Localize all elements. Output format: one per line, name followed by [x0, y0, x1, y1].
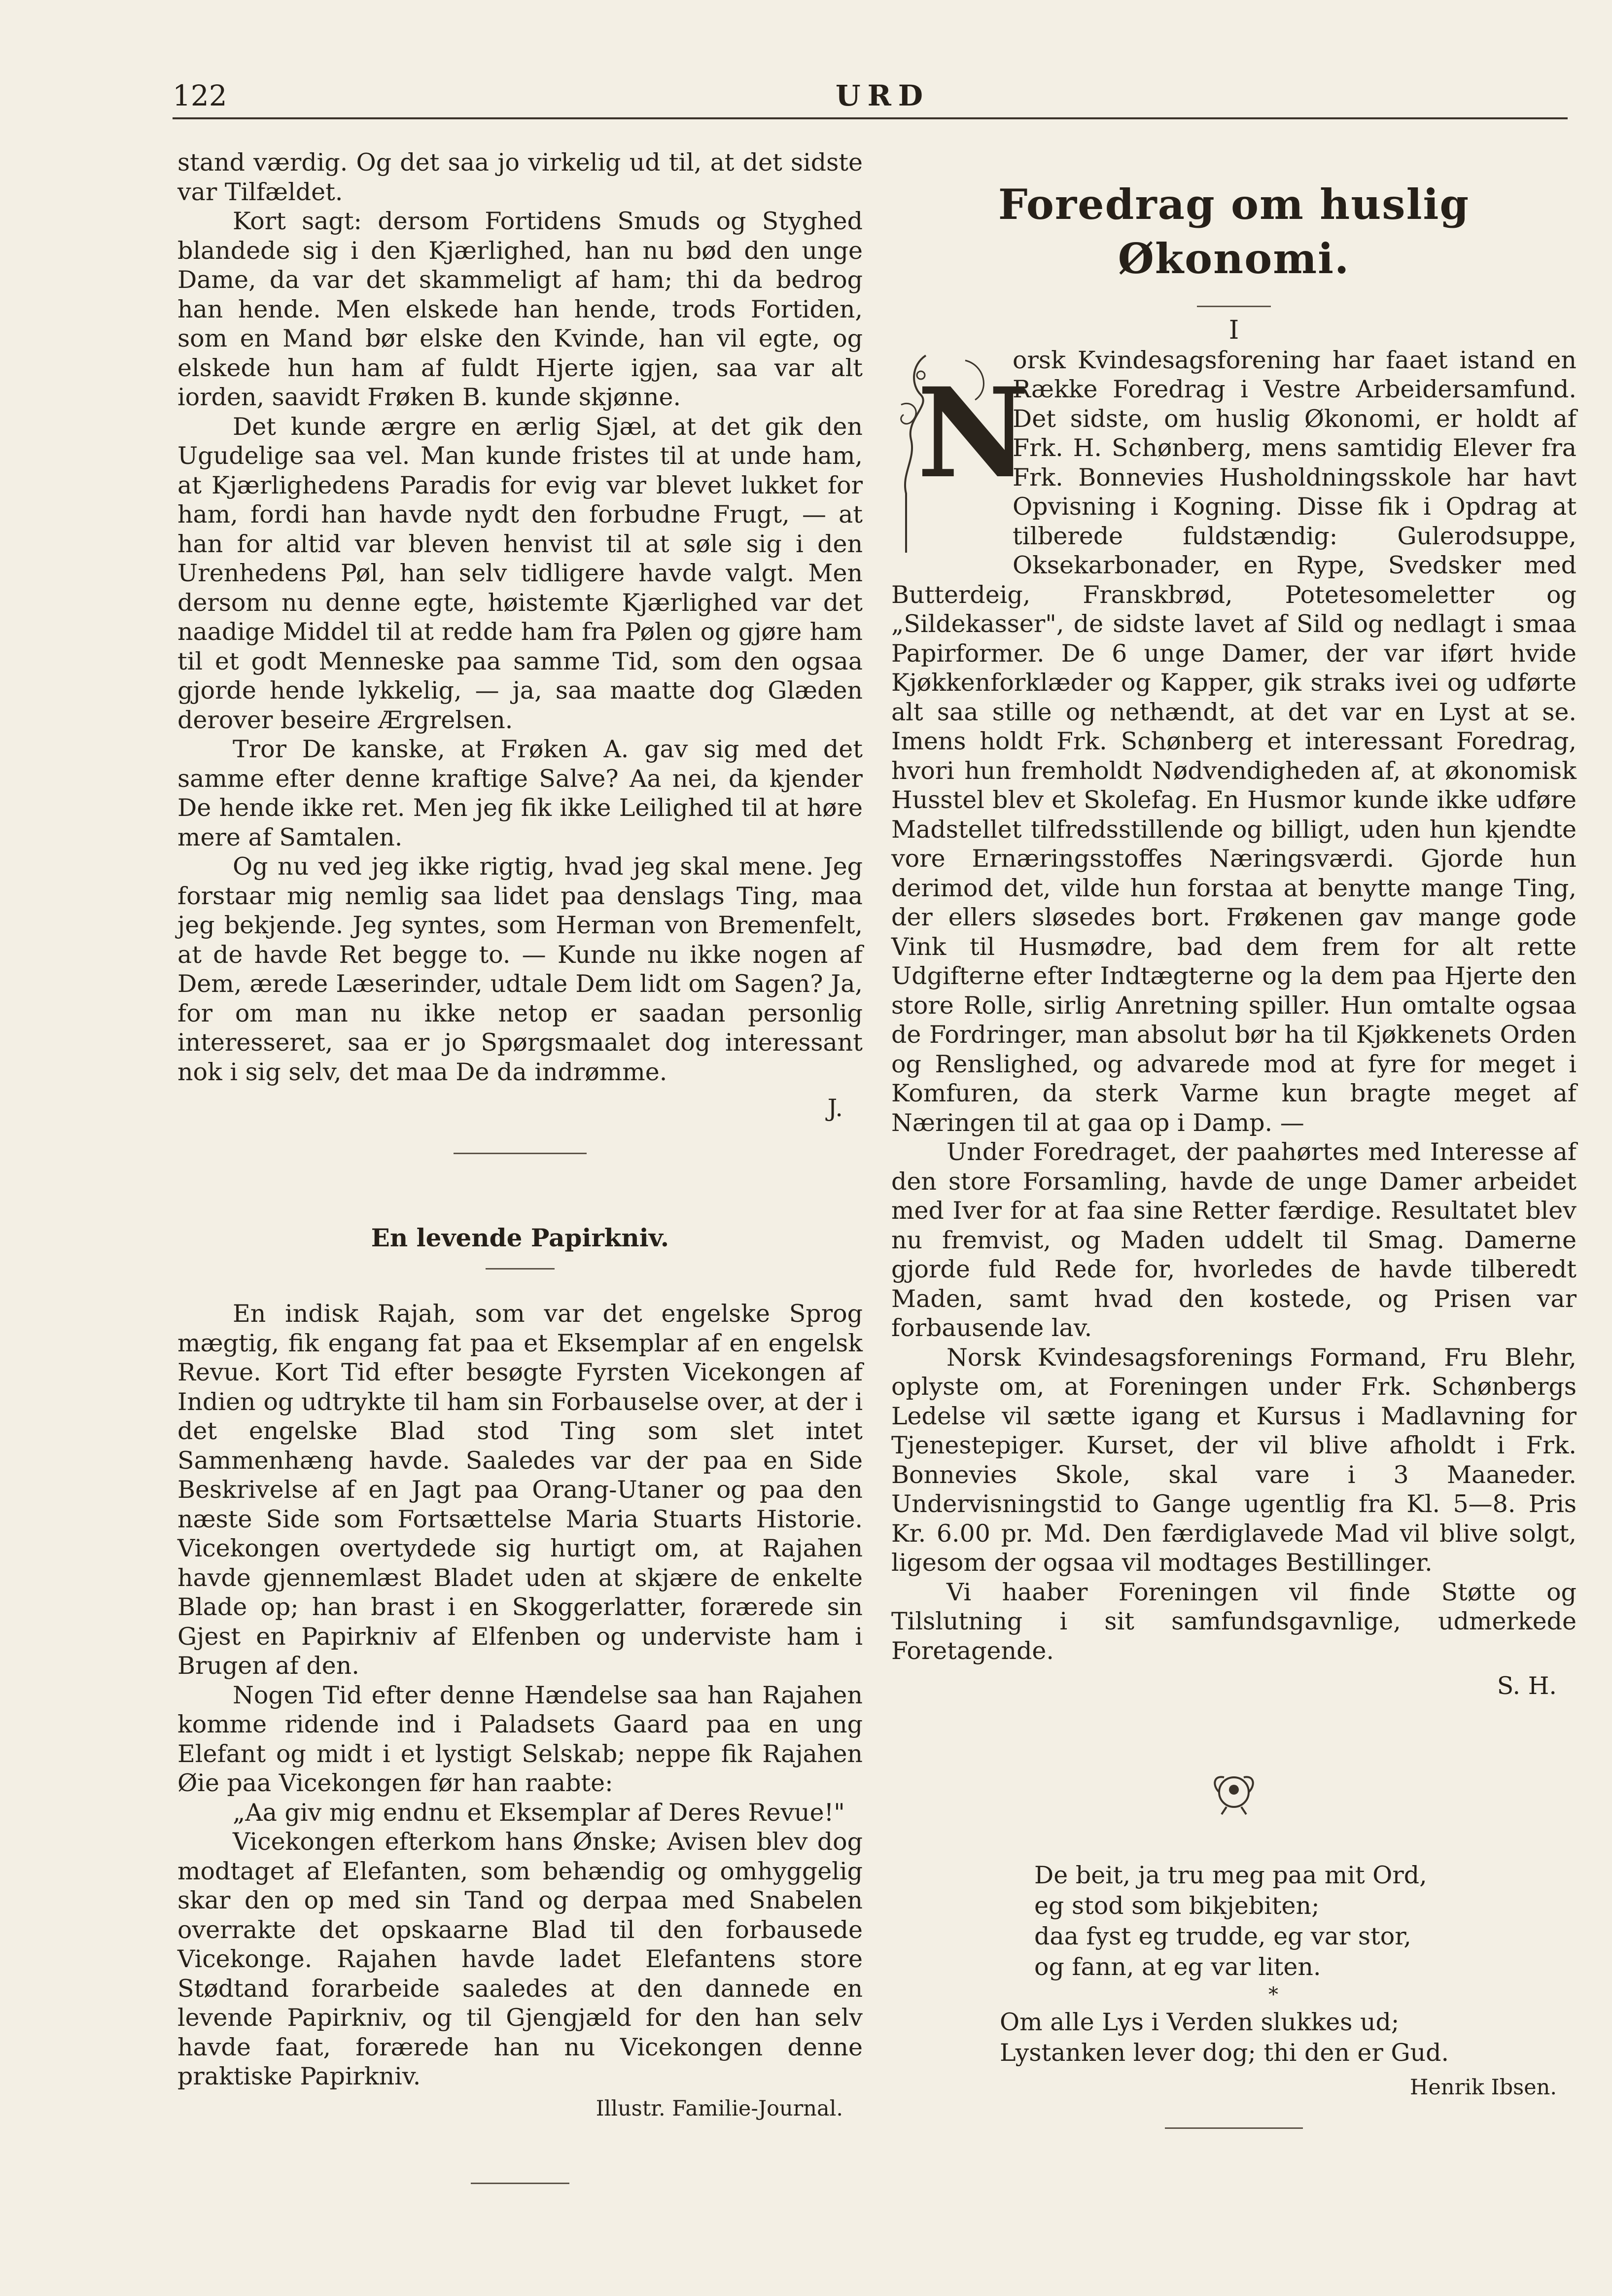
story-paragraph: Tror De kanske, at Frøken A. gav sig med det samme efter denne kraftige Salve? Aa nei, da kjender De hende ikke ret. Men jeg fik ikke Leilighed til at høre mere af Samtalen.	[177, 735, 863, 851]
title-divider	[1197, 306, 1271, 307]
cherub-vignette-icon	[1207, 1765, 1261, 1819]
poem-line: og fann, at eg var liten.	[1034, 1953, 1321, 1981]
section-divider	[471, 2183, 569, 2184]
poem-author: Henrik Ibsen.	[1409, 2075, 1557, 2100]
part-numeral: I	[1228, 316, 1239, 345]
article-paragraph: Norsk Kvindesagsforenings Formand, Fru Blehr, oplyste om, at Foreningen under Frk. Schønbergs Ledelse vil sætte igang et Kursus i Madlavning for Tjenestepiger. Kurset, der vil blive afholdt i Frk. Bonnevies Skole, skal vare i 3 Maaneder. Undervisningstid to Gange ugentlig fra Kl. 5—8. Pris Kr. 6.00 pr. Md. Den færdiglavede Mad vil blive solgt, ligesom der ogsaa vil modtages Bestillinger.	[891, 1343, 1577, 1577]
section-divider	[1165, 2127, 1303, 2129]
poem-divider: *	[1268, 1983, 1278, 2006]
title-divider	[486, 1268, 555, 1270]
article-paragraph: orsk Kvindesagsforening har faaet istand en Række Foredrag i Vestre Arbeidersamfund. Det sidste, om huslig Økonomi, er holdt af Frk. H. Schønberg, mens samtidig Elever fra Frk. Bonnevies Husholdningsskole har havt Opvisning i Kogning. Disse fik i Opdrag at tilberede fuldstændig: Gulerodsuppe, Oksekarbonader, en Rype, Svedsker med Butterdeig, Franskbrød, Potetesomeletter og „Sildekasser", de sidste lavet af Sild og nedlagt i smaa Papirformer. De 6 unge Damer, der var iført hvide Kjøkkenforklæder og Kapper, gik straks ivei og udførte alt saa stille og nethændt, at det var en Lyst at se. Imens holdt Frk. Schønberg et interessant Foredrag, hvori hun fremholdt Nødvendigheden af, at økonomisk Husstel blev et Skolefag. En Husmor kunde ikke udføre Madstellet tilfredsstillende og billigt, uden hun kjendte vore Ernæringsstoffes Næringsværdi. Gjorde hun derimod det, vilde hun forstaa at benytte mange Ting, der ellers sløsedes bort. Frøkenen gav mange gode Vink til Husmødre, bad dem frem for alt rette Udgifterne efter Indtægterne og la dem paa Hjerte den store Rolle, sirlig Anretning spiller. Hun omtalte ogsaa de Fordringer, man absolut bør ha til Kjøkkenets Orden og Renslighed, og advarede mod at fyre for meget i Komfuren, da sterk Varme kun bragte meget af Næringen til at gaa op i Damp. —	[891, 346, 1577, 1137]
journal-title: URD	[836, 79, 930, 112]
poem	[891, 1860, 1577, 1982]
article-paragraph: „Aa giv mig endnu et Eksemplar af Deres Revue!"	[233, 1798, 845, 1827]
drop-cap-letter: N	[917, 360, 1030, 505]
article-paragraph: En indisk Rajah, som var det engelske Sprog mægtig, fik engang fat paa et Eksemplar af en engelsk Revue. Kort Tid efter besøgte Fyrsten Vicekongen af Indien og udtrykte til ham sin Forbauselse over, at der i det engelske Blad stod Ting som slet intet Sammenhæng havde. Saaledes var der paa en Side Beskrivelse af en Jagt paa Orang-Utaner og paa den næste Side som Fortsættelse Maria Stuarts Historie. Vicekongen overtydede sig hurtigt om, at Rajahen havde gjennemlæst Bladet uden at skjære de enkelte Blade op; han brast i en Skoggerlatter, forærede sin Gjest en Papirkniv af Elfenben og underviste ham i Brugen af den.	[177, 1300, 863, 1680]
poem-line: daa fyst eg trudde, eg var stor,	[1034, 1922, 1411, 1950]
poem-line: eg stod som bikjebiten;	[1034, 1892, 1320, 1920]
right-column	[891, 148, 1577, 2129]
story-signature: J.	[827, 1094, 843, 1122]
article-title-papirkniv: En levende Papirkniv.	[371, 1223, 669, 1252]
article-paragraph: Vi haaber Foreningen vil finde Støtte og Tilslutning i sit samfundsgavnlige, udmerkede Foretagende.	[891, 1578, 1577, 1665]
page-number: 122	[173, 79, 227, 112]
story-paragraph: Og nu ved jeg ikke rigtig, hvad jeg skal mene. Jeg forstaar mig nemlig saa lidet paa denslags Ting, maa jeg bekjende. Jeg syntes, som Herman von Bremenfelt, at de havde Ret begge to. — Kunde nu ikke nogen af Dem, ærede Læserinder, udtale Dem lidt om Sagen? Ja, for om man nu ikke netop er saadan personlig interesseret, saa er jo Spørgsmaalet dog interessant nok i sig selv, det maa De da indrømme.	[177, 852, 863, 1086]
story-paragraph: Det kunde ærgre en ærlig Sjæl, at det gik den Ugudelige saa vel. Man kunde fristes til at unde ham, at Kjærlighedens Paradis for evig var blevet lukket for ham, fordi han havde nydt den forbudne Frugt, — at han for altid var bleven henvist til at søle sig i den Urenhedens Pøl, han selv tidligere havde valgt. Men dersom nu denne egte, høistemte Kjærlighed var det naadige Middel til at redde ham fra Pølen og gjøre ham til et godt Menneske paa samme Tid, som den ogsaa gjorde hende lykkelig, — ja, saa maatte dog Glæden derover beseire Ærgrelsen.	[177, 412, 863, 734]
vignette-ornament	[891, 1765, 1577, 1826]
article-paragraph: Vicekongen efterkom hans Ønske; Avisen blev dog modtaget af Elefanten, som behændig og omhyggelig skar den op med sin Tand og derpaa med Snabelen overrakte det opskaarne Blad til den forbausede Vicekonge. Rajahen havde ladet Elefantens store Stødtand forarbeide saaledes at den dannede en levende Papirkniv, og til Gjengjæld for den han selv havde faat, forærede han nu Vicekongen denne praktiske Papirkniv.	[177, 1828, 863, 2090]
left-column	[177, 148, 863, 2184]
decorated-initial	[891, 346, 1030, 563]
story-paragraph: stand værdig. Og det saa jo virkelig ud til, at det sidste var Tilfældet.	[177, 148, 863, 206]
poem-line: Lystanken lever dog; thi den er Gud.	[1000, 2039, 1449, 2067]
poem-line: Om alle Lys i Verden slukkes ud;	[1000, 2008, 1400, 2036]
header-rule	[173, 117, 1568, 119]
poem-stanza	[1034, 1860, 1577, 1982]
section-divider	[454, 1153, 587, 1154]
story-paragraph: Kort sagt: dersom Fortidens Smuds og Styghed blandede sig i den Kjærlighed, han nu bød den unge Dame, da var det skammeligt af ham; thi da bedrog han hende. Men elskede han hende, trods Fortiden, som en Mand bør elske den Kvinde, han vil egte, og elskede hun ham af fuldt Hjerte igjen, saa var alt iorden, saavidt Frøken B. kunde skjønne.	[177, 207, 863, 411]
article-paragraph: Nogen Tid efter denne Hændelse saa han Rajahen komme ridende ind i Paladsets Gaard paa en ung Elefant og midt i et lystigt Selskab; neppe fik Rajahen Øie paa Vicekongen før han raabte:	[177, 1681, 863, 1797]
running-header	[173, 79, 1568, 118]
article-signature: S. H.	[1497, 1672, 1557, 1700]
article-source: Illustr. Familie-Journal.	[596, 2096, 843, 2121]
article-title-okonomi: Foredrag om huslig Økonomi.	[998, 180, 1470, 283]
article-paragraph: Under Foredraget, der paahørtes med Interesse af den store Forsamling, havde de unge Damer arbeidet med Iver for at faa sine Retter færdige. Resultatet blev nu fremvist, og Maden uddelt til Smag. Damerne gjorde fuld Rede for, hvorledes de havde tilberedt Maden, samt hvad den kostede, og Prisen var forbausende lav.	[891, 1138, 1577, 1342]
poem-couplet	[891, 2007, 1577, 2068]
poem-line: De beit, ja tru meg paa mit Ord,	[1034, 1861, 1427, 1889]
